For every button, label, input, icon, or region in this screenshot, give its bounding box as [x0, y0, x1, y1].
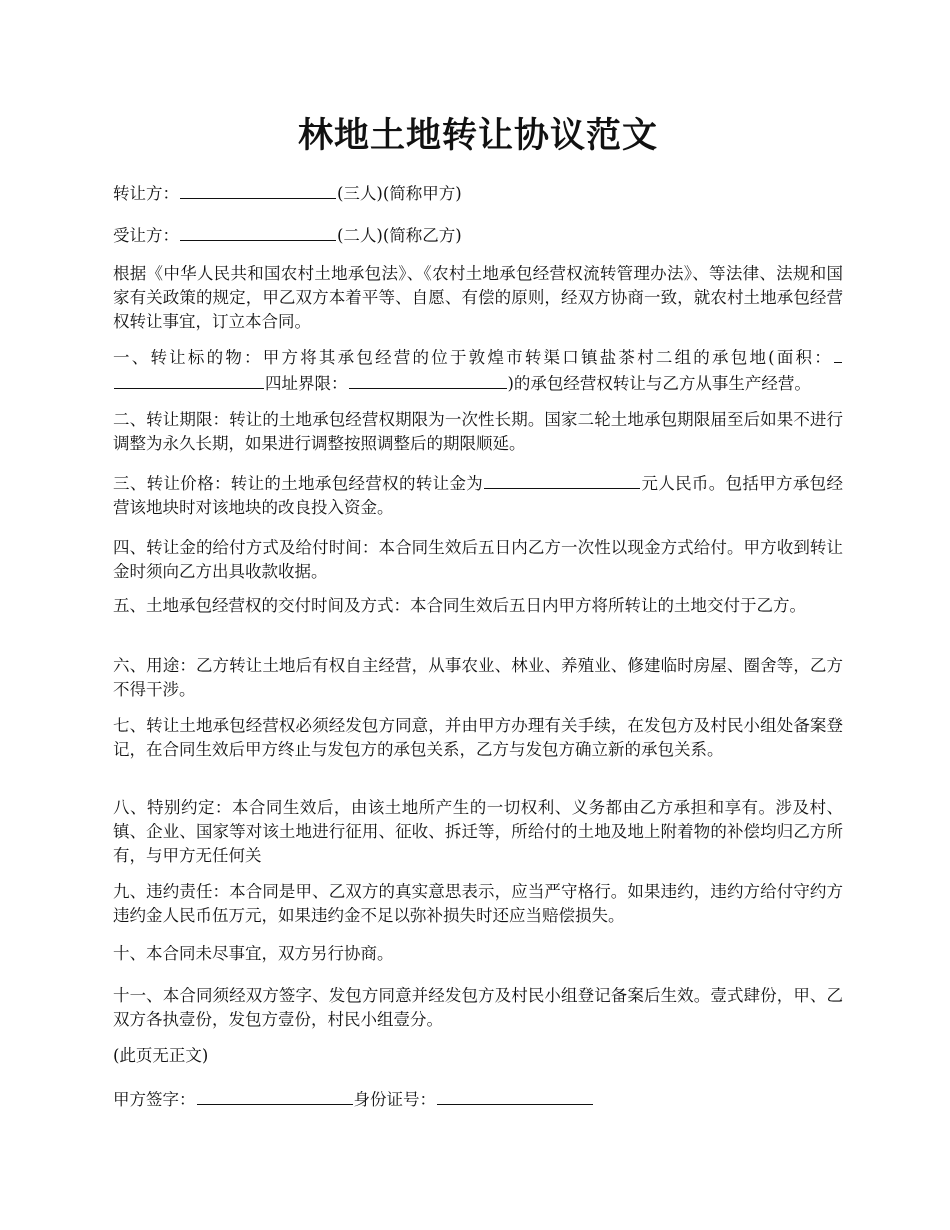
clause-1-text-b: 四址界限： [265, 374, 348, 393]
clause-3-text-a: 三、转让价格：转让的土地承包经营权的转让金为 [113, 474, 484, 493]
transferee-line [113, 222, 843, 248]
clause-11-paragraph: 十一、本合同须经双方签字、发包方同意并经发包方及村民小组登记备案后生效。壹式肆份，甲、乙双方各执壹份，发包方壹份，村民小组壹分。 [113, 986, 843, 1029]
transferor-name-blank[interactable] [180, 180, 336, 199]
clause-1-paragraph [113, 344, 843, 396]
boundary-blank[interactable] [349, 370, 507, 389]
signature-line [113, 1086, 843, 1112]
clause-8-paragraph: 八、特别约定：本合同生效后，由该土地所产生的一切权利、义务都由乙方承担和享有。涉及村、镇、企业、国家等对该土地进行征用、征收、拆迁等，所给付的土地及地上附着物的补偿均归乙方所有，与甲方无任何关 [113, 798, 843, 865]
id-number-blank[interactable] [437, 1086, 593, 1105]
clause-5-paragraph: 五、土地承包经营权的交付时间及方式：本合同生效后五日内甲方将所转让的土地交付于乙方。 [113, 596, 806, 615]
id-number-label: 身份证号： [353, 1090, 436, 1109]
clause-1-text-a: 一、转让标的物：甲方将其承包经营的位于敦煌市转渠口镇盐茶村二组的承包地(面积： [113, 348, 833, 367]
document-title: 林地土地转让协议范文 [297, 115, 658, 156]
transferee-name-blank[interactable] [180, 222, 336, 241]
transferor-line [113, 180, 843, 206]
preamble-paragraph: 根据《中华人民共和国农村土地承包法》、《农村土地承包经营权流转管理办法》、等法律、法规和国家有关政策的规定，甲乙双方本着平等、自愿、有偿的原则，经双方协商一致，就农村土地承包经营权转让事宜，订立本合同。 [113, 264, 843, 331]
clause-9-paragraph: 九、违约责任：本合同是甲、乙双方的真实意思表示，应当严守格行。如果违约，违约方给付守约方违约金人民币伍万元，如果违约金不足以弥补损失时还应当赔偿损失。 [113, 882, 843, 925]
clause-2-paragraph: 二、转让期限：转让的土地承包经营权期限为一次性长期。国家二轮土地承包期限届至后如果不进行调整为永久长期，如果进行调整按照调整后的期限顺延。 [113, 410, 843, 453]
area-blank[interactable] [114, 370, 264, 389]
price-blank[interactable] [484, 470, 640, 489]
transferee-label: 受让方： [113, 226, 179, 245]
party-a-signature-blank[interactable] [197, 1086, 353, 1105]
clause-3-text-b: 元人民币。包括甲方承包经营该地块时对该地块的改良投入资金。 [113, 474, 844, 517]
clause-3-paragraph [113, 470, 843, 520]
transferee-suffix: (二人)(简称乙方) [337, 226, 462, 245]
party-a-signature-label: 甲方签字： [113, 1090, 196, 1109]
transferor-suffix: (三人)(简称甲方) [337, 184, 462, 203]
clause-7-paragraph: 七、转让土地承包经营权必须经发包方同意，并由甲方办理有关手续，在发包方及村民小组处备案登记，在合同生效后甲方终止与发包方的承包关系，乙方与发包方确立新的承包关系。 [113, 716, 843, 759]
area-blank-start[interactable] [834, 344, 842, 363]
clause-6-paragraph: 六、用途：乙方转让土地后有权自主经营，从事农业、林业、养殖业、修建临时房屋、圈舍等，乙方不得干涉。 [113, 656, 843, 699]
clause-1-text-c: )的承包经营权转让与乙方从事生产经营。 [507, 374, 811, 393]
clause-4-paragraph: 四、转让金的给付方式及给付时间：本合同生效后五日内乙方一次性以现金方式给付。甲方收到转让金时须向乙方出具收款收据。 [113, 538, 843, 581]
transferor-label: 转让方： [113, 184, 179, 203]
no-text-note: (此页无正文) [113, 1046, 209, 1065]
clause-10-paragraph: 十、本合同未尽事宜，双方另行协商。 [113, 944, 394, 963]
